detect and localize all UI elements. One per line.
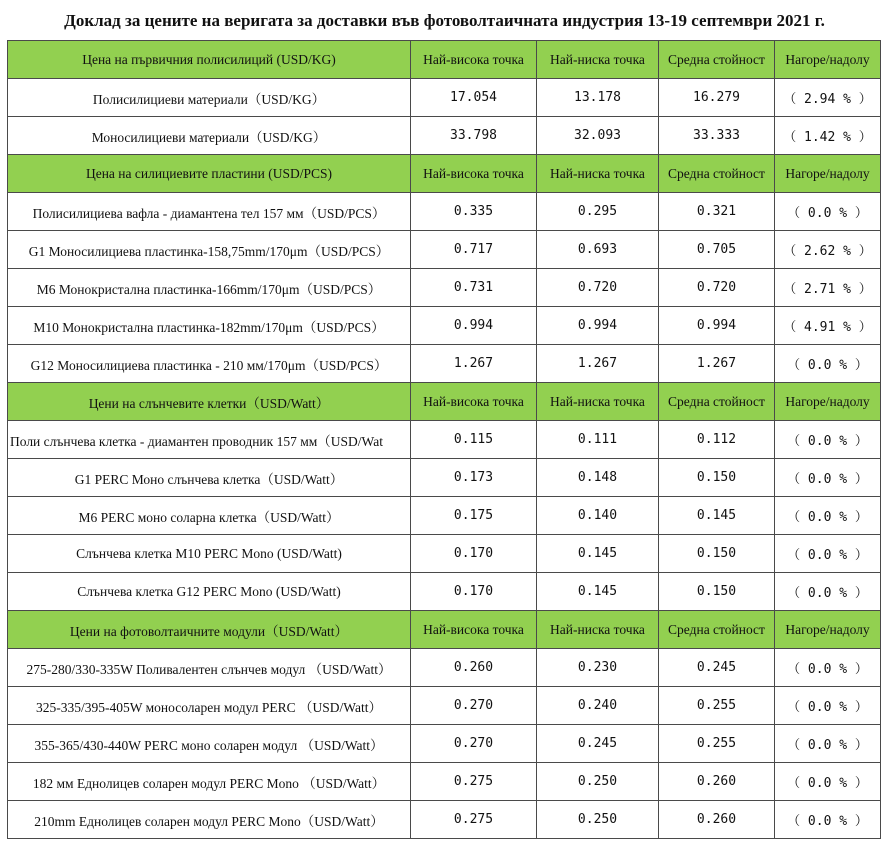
average-value: 0.994 [659, 307, 775, 345]
average-value: 0.705 [659, 231, 775, 269]
column-header: Най-висока точка [411, 611, 537, 649]
average-value: 0.255 [659, 687, 775, 725]
product-name: G1 Моносилициева пластинка-158,75mm/170μm（USD/PCS） [8, 231, 411, 269]
average-value: 0.720 [659, 269, 775, 307]
change-value: （ 0.0 % ） [775, 535, 881, 573]
table-row [8, 231, 881, 269]
change-value: （ 0.0 % ） [775, 763, 881, 801]
section-header-row [8, 41, 881, 79]
table-row [8, 535, 881, 573]
average-value: 1.267 [659, 345, 775, 383]
low-value: 0.145 [537, 573, 659, 611]
average-value: 16.279 [659, 79, 775, 117]
product-name: M6 Монокристална пластинка-166mm/170μm（USD/PCS） [8, 269, 411, 307]
high-value: 0.275 [411, 801, 537, 839]
average-value: 0.150 [659, 535, 775, 573]
price-table [7, 40, 881, 839]
table-row [8, 687, 881, 725]
change-value: （ 0.0 % ） [775, 193, 881, 231]
column-header: Най-ниска точка [537, 383, 659, 421]
change-value: （ 0.0 % ） [775, 421, 881, 459]
average-value: 0.245 [659, 649, 775, 687]
product-name: 325-335/395-405W моносоларен модул PERC （USD/Watt） [8, 687, 411, 725]
product-name: Моносилициеви материали（USD/KG） [8, 117, 411, 155]
product-name: G1 PERC Моно слънчева клетка（USD/Watt） [8, 459, 411, 497]
column-header: Нагоре/надолу [775, 41, 881, 79]
high-value: 0.335 [411, 193, 537, 231]
low-value: 13.178 [537, 79, 659, 117]
column-header: Най-висока точка [411, 41, 537, 79]
average-value: 0.150 [659, 459, 775, 497]
change-value: （ 2.94 % ） [775, 79, 881, 117]
low-value: 0.994 [537, 307, 659, 345]
product-name: 275-280/330-335W Поливалентен слънчев модул （USD/Watt） [8, 649, 411, 687]
change-value: （ 0.0 % ） [775, 801, 881, 839]
table-row [8, 79, 881, 117]
table-row [8, 269, 881, 307]
table-row [8, 459, 881, 497]
table-row [8, 345, 881, 383]
section-header-row [8, 611, 881, 649]
low-value: 0.245 [537, 725, 659, 763]
low-value: 0.720 [537, 269, 659, 307]
low-value: 0.230 [537, 649, 659, 687]
low-value: 0.140 [537, 497, 659, 535]
high-value: 1.267 [411, 345, 537, 383]
high-value: 17.054 [411, 79, 537, 117]
product-name: M6 PERC моно соларна клетка（USD/Watt） [8, 497, 411, 535]
column-header: Най-висока точка [411, 155, 537, 193]
column-header: Средна стойност [659, 41, 775, 79]
change-value: （ 1.42 % ） [775, 117, 881, 155]
high-value: 0.260 [411, 649, 537, 687]
column-header: Нагоре/надолу [775, 155, 881, 193]
low-value: 0.693 [537, 231, 659, 269]
change-value: （ 0.0 % ） [775, 725, 881, 763]
column-header: Нагоре/надолу [775, 383, 881, 421]
change-value: （ 2.62 % ） [775, 231, 881, 269]
table-row [8, 725, 881, 763]
product-name: 182 мм Еднолицев соларен модул PERC Mono （USD/Watt） [8, 763, 411, 801]
change-value: （ 2.71 % ） [775, 269, 881, 307]
high-value: 0.170 [411, 573, 537, 611]
high-value: 0.994 [411, 307, 537, 345]
high-value: 0.170 [411, 535, 537, 573]
average-value: 0.260 [659, 801, 775, 839]
low-value: 0.295 [537, 193, 659, 231]
table-row [8, 649, 881, 687]
table-row [8, 421, 881, 459]
column-header: Най-висока точка [411, 383, 537, 421]
table-row [8, 497, 881, 535]
section-header-row [8, 383, 881, 421]
low-value: 0.111 [537, 421, 659, 459]
low-value: 0.250 [537, 763, 659, 801]
change-value: （ 0.0 % ） [775, 345, 881, 383]
low-value: 1.267 [537, 345, 659, 383]
product-name: Полисилициева вафла - диамантена тел 157 мм（USD/PCS） [8, 193, 411, 231]
average-value: 0.255 [659, 725, 775, 763]
table-row [8, 193, 881, 231]
column-header: Средна стойност [659, 611, 775, 649]
section-header-label: Цена на силициевите пластини (USD/PCS) [8, 155, 411, 193]
column-header: Най-ниска точка [537, 41, 659, 79]
low-value: 0.145 [537, 535, 659, 573]
average-value: 0.150 [659, 573, 775, 611]
table-row [8, 307, 881, 345]
high-value: 0.175 [411, 497, 537, 535]
change-value: （ 0.0 % ） [775, 649, 881, 687]
product-name: Полисилициеви материали（USD/KG） [8, 79, 411, 117]
average-value: 33.333 [659, 117, 775, 155]
column-header: Нагоре/надолу [775, 611, 881, 649]
table-row [8, 763, 881, 801]
product-name: G12 Моносилициева пластинка - 210 мм/170μm（USD/PCS） [8, 345, 411, 383]
product-name: M10 Монокристална пластинка-182mm/170μm（USD/PCS） [8, 307, 411, 345]
table-row [8, 117, 881, 155]
low-value: 0.240 [537, 687, 659, 725]
product-name: 210mm Еднолицев соларен модул PERC Mono（USD/Watt） [8, 801, 411, 839]
column-header: Най-ниска точка [537, 155, 659, 193]
high-value: 0.731 [411, 269, 537, 307]
change-value: （ 0.0 % ） [775, 459, 881, 497]
high-value: 33.798 [411, 117, 537, 155]
high-value: 0.115 [411, 421, 537, 459]
price-table-body [8, 41, 881, 839]
low-value: 0.250 [537, 801, 659, 839]
low-value: 0.148 [537, 459, 659, 497]
page-title: Доклад за цените на веригата за доставки във фотоволтаичната индустрия 13-19 септември 2021 г. [64, 11, 825, 30]
low-value: 32.093 [537, 117, 659, 155]
change-value: （ 0.0 % ） [775, 687, 881, 725]
average-value: 0.260 [659, 763, 775, 801]
change-value: （ 4.91 % ） [775, 307, 881, 345]
section-header-label: Цени на фотоволтаичните модули（USD/Watt） [8, 611, 411, 649]
change-value: （ 0.0 % ） [775, 573, 881, 611]
average-value: 0.112 [659, 421, 775, 459]
product-name: 355-365/430-440W PERC моно соларен модул （USD/Watt） [8, 725, 411, 763]
product-name: Поли слънчева клетка - диамантен проводник 157 мм（USD/Wat [8, 421, 411, 459]
high-value: 0.270 [411, 725, 537, 763]
high-value: 0.275 [411, 763, 537, 801]
average-value: 0.145 [659, 497, 775, 535]
section-header-row [8, 155, 881, 193]
product-name: Слънчева клетка G12 PERC Mono (USD/Watt) [8, 573, 411, 611]
high-value: 0.173 [411, 459, 537, 497]
table-row [8, 801, 881, 839]
section-header-label: Цени на слънчевите клетки（USD/Watt） [8, 383, 411, 421]
change-value: （ 0.0 % ） [775, 497, 881, 535]
product-name: Слънчева клетка M10 PERC Mono (USD/Watt) [8, 535, 411, 573]
column-header: Най-ниска точка [537, 611, 659, 649]
high-value: 0.717 [411, 231, 537, 269]
average-value: 0.321 [659, 193, 775, 231]
high-value: 0.270 [411, 687, 537, 725]
column-header: Средна стойност [659, 383, 775, 421]
column-header: Средна стойност [659, 155, 775, 193]
table-row [8, 573, 881, 611]
section-header-label: Цена на първичния полисилиций (USD/KG) [8, 41, 411, 79]
